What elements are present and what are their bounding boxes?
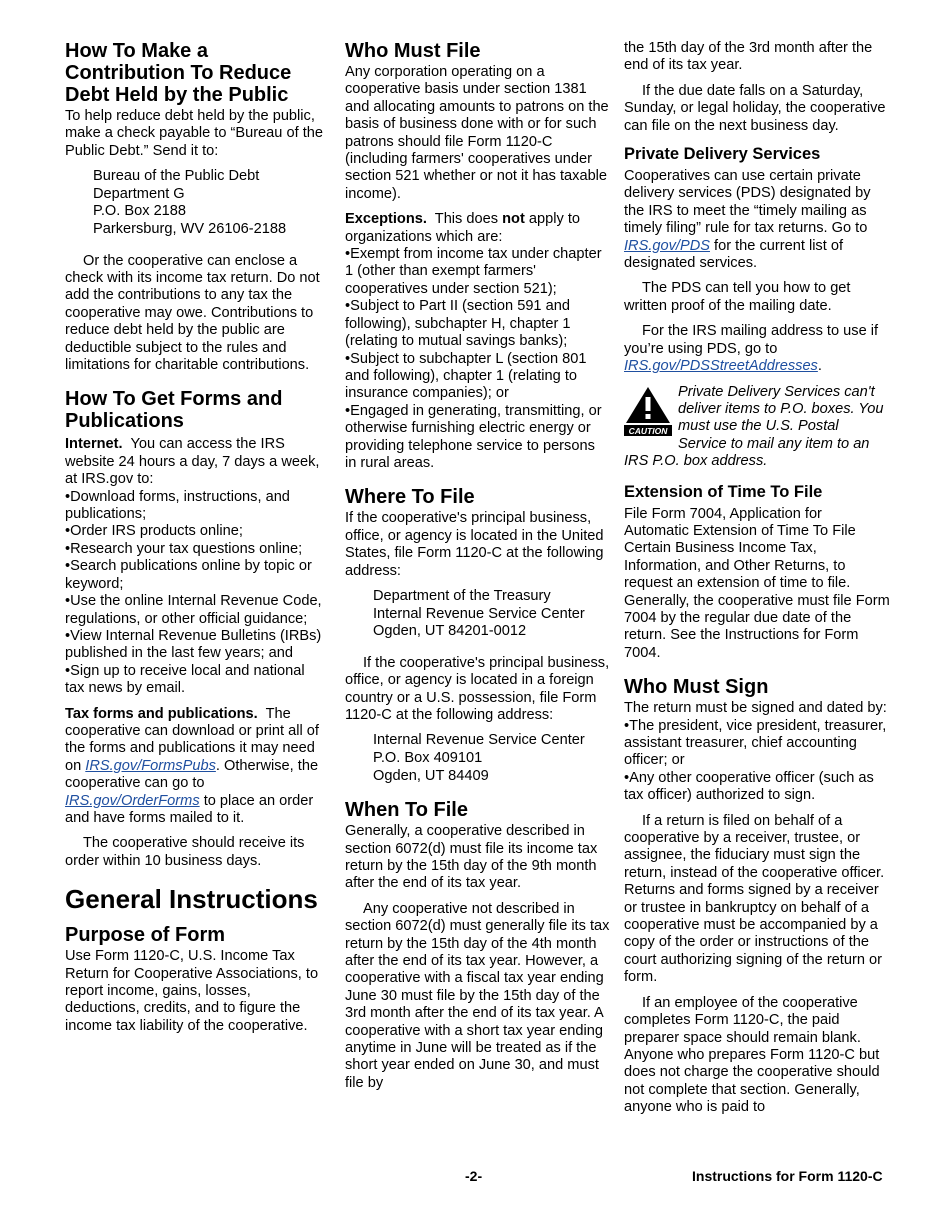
taxforms-text-a: The cooperative can download or print all of the forms and publications it may need on [65,705,319,774]
continued-text: the 15th day of the 3rd month after the end of its tax year. [624,40,873,74]
pds-proof-text: The PDS can tell you how to get written proof of the mailing date. [624,280,851,314]
pds-mail-paragraph: For the IRS mailing address to use if you’re using PDS, go to IRS.gov/PDSStreetAddresses. [624,323,879,375]
pds-link[interactable]: IRS.gov/PDS [624,237,710,254]
internet-bullet-list [65,489,327,698]
general-instructions-heading: General Instructions [65,884,318,915]
exceptions-label: Exceptions. [345,211,427,228]
caution-box [624,384,890,471]
when-to-file-text: Generally, a cooperative described in section 6072(d) must file its income tax return by the 15th day of the 9th month after the end of its tax year. [345,823,598,892]
list-item: • Use the online Internal Revenue Code, regulations, or other official guidance; [65,593,327,628]
taxforms-label: Tax forms and publications. [65,705,258,722]
internet-text: You can access the IRS website 24 hours a day, 7 days a week, at IRS.gov to: [65,436,320,488]
extension-text: File Form 7004, Application for Automatic Extension of Time To File Certain Business Income Tax, Information, and Other Returns, to request an extension of time to file. Generally, the cooperative must file Form 7004 by the regular due date of the return. See the Instructions for Form 7004. [624,505,890,661]
list-item: • Exempt from income tax under chapter 1 (other than exempt farmers' cooperatives under section 521); [345,246,610,298]
taxforms-paragraph [65,706,327,828]
receive-text: The cooperative should receive its order within 10 business days. [65,835,305,869]
irs-address [373,732,610,785]
address-line: Bureau of the Public Debt [93,168,260,185]
extension-heading: Extension of Time To File [624,482,823,501]
exceptions-bullet-list [345,246,610,472]
address-line: Ogden, UT 84201-0012 [373,623,527,640]
who-must-file-heading: Who Must File [345,40,481,62]
pds-mail-text: For the IRS mailing address to use if you’re using PDS, go to [624,323,879,357]
address-line: Department of the Treasury [373,587,551,604]
list-item: • Sign up to receive local and national tax news by email. [65,663,327,698]
where-to-file-heading: Where To File [345,486,475,509]
where-to-file-text: If the cooperative's principal business, office, or agency is located in the United States, file Form 1120-C at the following address: [345,510,604,579]
when-to-file-heading: When To File [345,799,468,822]
column-1 [65,40,327,1043]
list-item: • View Internal Revenue Bulletins (IRBs) published in the last few years; and [65,628,327,663]
internet-label: Internet. [65,436,123,453]
page-number: -2- [465,1168,483,1184]
internet-paragraph [65,436,327,488]
pds-heading: Private Delivery Services [624,145,821,164]
due-date-text: If the due date falls on a Saturday, Sunday, or legal holiday, the cooperative can file on the next business day. [624,82,886,134]
address-line: P.O. Box 409101 [373,749,483,766]
list-item: • Search publications online by topic or keyword; [65,558,327,593]
exceptions-not: not [502,211,525,228]
sign-bullet-list [624,718,890,805]
caution-label: CAUTION [628,425,668,436]
purpose-text: Use Form 1120-C, U.S. Income Tax Return for Cooperative Associations, to report income, gains, losses, deductions, credits, and to figure the income tax liability of the cooperative. [65,948,319,1034]
who-must-file-text: Any corporation operating on a cooperative basis under section 1381 and allocating amounts to patrons on the basis of business done with or for such patrons should file Form 1120-C (including farmers' cooperatives under section 521 whether or not it has taxable income). [345,64,609,202]
fiduciary-text: If a return is filed on behalf of a cooperative by a receiver, trustee, or assignee, the fiduciary must sign the return, instead of the cooperative officer. Returns and forms signed by a receiver or trustee in bankruptcy on behalf of a cooperative must be accompanied by a copy of the order or instructions of the court authorizing signing of the return or form. [624,812,885,986]
taxforms-text-c: to place an order and have forms mailed to it. [65,792,314,826]
address-line: Parkersburg, WV 26106-2188 [93,221,287,237]
exceptions-text-a: This does [434,211,499,228]
list-item: • Download forms, instructions, and publications; [65,489,327,524]
list-item: • Subject to subchapter L (section 801 and following), chapter 1 (relating to insurance companies); or [345,351,610,403]
bureau-address [93,168,327,238]
exceptions-paragraph [345,211,610,246]
taxforms-text-b: . Otherwise, the cooperative can go to [65,757,319,792]
pds-text-a: Cooperatives can use certain private delivery services (PDS) designated by the IRS to meet the “timely mailing as timely filing” rule for tax returns. Go to [624,168,871,237]
pds-paragraph [624,168,890,272]
address-line: P.O. Box 2188 [93,203,187,220]
list-item: • The president, vice president, treasurer, assistant treasurer, chief accounting officer; or [624,718,890,770]
column-3 [624,40,890,1125]
preparer-text: If an employee of the cooperative completes Form 1120-C, the paid preparer space should remain blank. Anyone who prepares Form 1120-C but does not charge the cooperative should not complete that section. Generally, anyone who is paid to [624,994,880,1116]
contribution-text-2: Or the cooperative can enclose a check with its income tax return. Do not add the contributions to any tax the cooperative may owe. Contributions to reduce debt held by the public are deductible subject to the rules and limitations for charitable contributions. [65,252,320,374]
address-line: Department G [93,185,185,202]
contribution-heading: How To Make a Contribution To Reduce Debt Held by the Public [65,40,292,106]
caution-icon [624,385,672,437]
forms-pubs-link[interactable]: IRS.gov/FormsPubs [85,757,216,774]
list-item: • Engaged in generating, transmitting, or otherwise furnishing electric energy or providing telephone service to persons in rural areas. [345,403,610,473]
contribution-text: To help reduce debt held by the public, make a check payable to “Bureau of the Public Debt.” Send it to: [65,108,323,159]
sign-text: The return must be signed and dated by: [624,700,887,717]
list-item: • Order IRS products online; [65,523,327,540]
document-title: Instructions for Form 1120-C [692,1168,883,1184]
foreign-text: If the cooperative's principal business, office, or agency is located in a foreign country or a U.S. possession, file Form 1120-C at the following address: [345,654,610,723]
caution-text: Private Delivery Services can't deliver items to P.O. boxes. You must use the U.S. Postal Service to mail any item to an IRS P.O. box address. [624,383,884,470]
who-must-sign-heading: Who Must Sign [624,676,769,699]
address-line: Ogden, UT 84409 [373,767,489,784]
pds-text-b: for the current list of designated services. [624,237,844,272]
when-to-file-text-2: Any cooperative not described in section 6072(d) must generally file its tax return by the 15th day of the 4th month after the end of its tax year. However, a cooperative with a fiscal tax year ending June 30 must file by the 15th day of the 3rd month after the end of its tax year. A cooperative with a short tax year ending anytime in June will be treated as if the short year ended on June 30, and must file by [345,900,610,1091]
list-item: • Any other cooperative officer (such as tax officer) authorized to sign. [624,770,890,805]
treasury-address [373,588,610,641]
forms-heading: How To Get Forms and Publications [65,388,283,433]
purpose-heading: Purpose of Form [65,924,226,947]
order-forms-link[interactable]: IRS.gov/OrderForms [65,792,200,809]
address-line: Internal Revenue Service Center [373,732,585,749]
exceptions-text-b: apply to organizations which are: [345,211,581,245]
column-2 [345,40,610,1100]
address-line: Internal Revenue Service Center [373,605,585,622]
list-item: • Subject to Part II (section 591 and following), subchapter H, chapter 1 (relating to mutual savings banks); [345,298,610,350]
list-item: • Research your tax questions online; [65,541,327,558]
pds-street-addresses-link[interactable]: IRS.gov/PDSStreetAddresses [624,358,818,375]
